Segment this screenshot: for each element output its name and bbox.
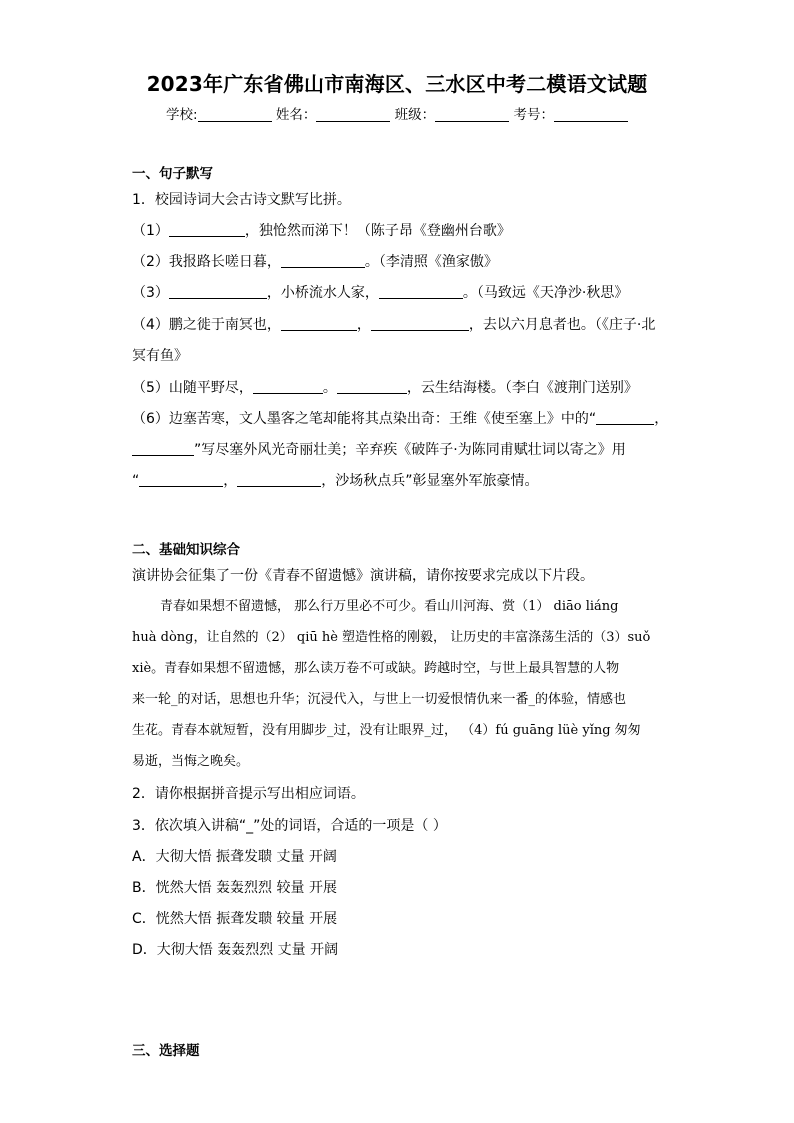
passage-line: huà dòng，让自然的（2） qiū hè 塑造性格的刚毅， 让历史的丰富涤荡生活的（3）suǒ xyxy=(132,630,651,645)
fill-item: （1） ，独怆然而涕下！（陈子昂《登幽州台歌》 xyxy=(132,223,511,239)
answer-blank[interactable] xyxy=(139,472,223,487)
section-heading: 三、选择题 xyxy=(132,1043,200,1059)
answer-blank[interactable] xyxy=(281,253,365,268)
exam-no-label: 考号： xyxy=(513,107,554,123)
answer-blank[interactable] xyxy=(596,410,654,425)
passage-line: 生花。青春本就短暂，没有用脚步_过，没有让眼界_过， （4）fú guāng lüè yǐng 匆匆 xyxy=(132,723,641,738)
answer-blank[interactable] xyxy=(169,222,245,237)
page-title: 2023年广东省佛山市南海区、三水区中考二模语文试题 xyxy=(146,72,648,96)
question-stem: 1．校园诗词大会古诗文默写比拼。 xyxy=(132,192,351,208)
fill-item-continued: 冥有鱼》 xyxy=(132,348,188,364)
answer-blank[interactable] xyxy=(281,316,357,331)
answer-blank[interactable] xyxy=(337,379,407,394)
passage-line: xiè。青春如果想不留遗憾，那么读万卷不可或缺。跨越时空，与世上最具智慧的人物 xyxy=(132,661,620,676)
fill-item: （5）山随平野尽， 。 ，云生结海楼。（李白《渡荆门送别》 xyxy=(132,380,638,396)
answer-blank[interactable] xyxy=(253,379,323,394)
fill-item: （6）边塞苦寒，文人墨客之笔却能将其点染出奇：王维《使至塞上》中的“ ， xyxy=(132,411,669,427)
school-label: 学校: xyxy=(166,107,198,123)
student-info-line xyxy=(0,103,794,123)
question-stem: 2．请你根据拼音提示写出相应词语。 xyxy=(132,786,365,802)
fill-item-continued: “ ， ，沙场秋点兵”彰显塞外军旅豪情。 xyxy=(132,473,539,489)
name-blank[interactable] xyxy=(316,107,390,122)
class-blank[interactable] xyxy=(435,107,509,122)
fill-item: （4）鹏之徙于南冥也， ， ，去以六月息者也。（《庄子·北 xyxy=(132,317,656,333)
option-a[interactable]: A．大彻大悟 振聋发聩 丈量 开阔 xyxy=(132,849,337,865)
fill-item: （3） ，小桥流水人家， 。（马致远《天净沙·秋思》 xyxy=(132,285,629,301)
section-heading: 二、基础知识综合 xyxy=(132,542,240,558)
exam-no-blank[interactable] xyxy=(554,107,628,122)
fill-item-continued: ”写尽塞外风光奇丽壮美；辛弃疾《破阵子·为陈同甫赋壮词以寄之》用 xyxy=(132,440,672,460)
class-label: 班级： xyxy=(394,107,436,123)
question-stem: 3．依次填入讲稿“_”处的词语，合适的一项是（ ） xyxy=(132,818,447,834)
answer-blank[interactable] xyxy=(237,472,321,487)
passage-line: 易逝，当悔之晚矣。 xyxy=(132,754,250,769)
answer-blank[interactable] xyxy=(169,284,267,299)
option-b[interactable]: B．恍然大悟 轰轰烈烈 较量 开展 xyxy=(132,880,337,896)
section-heading: 一、句子默写 xyxy=(132,166,213,182)
answer-blank[interactable] xyxy=(371,316,469,331)
fill-item: （2）我报路长嗟日暮， 。（李清照《渔家傲》 xyxy=(132,254,498,270)
answer-blank[interactable] xyxy=(132,441,194,456)
section-intro: 演讲协会征集了一份《青春不留遗憾》演讲稿，请你按要求完成以下片段。 xyxy=(132,568,594,584)
answer-blank[interactable] xyxy=(379,284,463,299)
option-c[interactable]: C．恍然大悟 振聋发聩 较量 开展 xyxy=(132,911,338,927)
school-blank[interactable] xyxy=(198,107,272,122)
passage-line: 青春如果想不留遗憾， 那么行万里必不可少。看山川河海、赏（1） diāo liáng xyxy=(160,599,619,614)
passage-line: 来一轮_的对话，思想也升华；沉浸代入，与世上一切爱恨情仇来一番_的体验，情感也 xyxy=(132,692,627,707)
option-d[interactable]: D．大彻大悟 轰轰烈烈 丈量 开阔 xyxy=(132,942,339,958)
name-label: 姓名： xyxy=(275,107,317,123)
